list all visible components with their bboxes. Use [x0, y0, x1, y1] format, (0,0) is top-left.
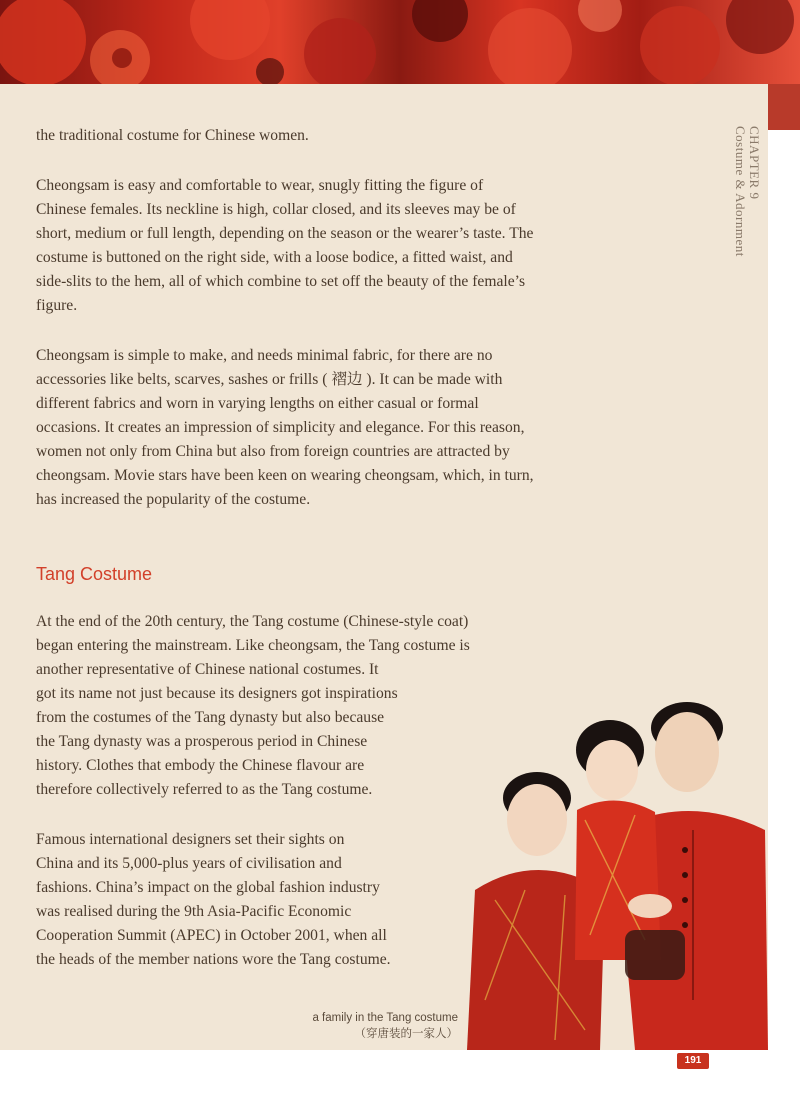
girl-shoes — [625, 930, 685, 980]
section-heading: Tang Costume — [36, 564, 153, 584]
paragraph-4-line: another representative of Chinese national costumes. It — [36, 661, 379, 678]
photo-caption — [312, 1010, 458, 1042]
page-edge-decoration — [768, 84, 800, 130]
chapter-number: CHAPTER 9 — [747, 126, 762, 200]
paragraph-5-line: Famous international designers set their sights on — [36, 831, 345, 848]
paragraph-4-line: got its name not just because its designers got inspirations — [36, 685, 398, 702]
man-face — [655, 712, 719, 792]
page-number-badge: 191 — [677, 1053, 709, 1069]
paragraph-4-line: from the costumes of the Tang dynasty but also because — [36, 709, 385, 726]
caption-chinese: （穿唐装的一家人） — [354, 1028, 458, 1040]
caption-english: a family in the Tang costume — [312, 1012, 458, 1024]
paragraph-1 — [36, 124, 536, 148]
paragraph-4-line: At the end of the 20th century, the Tang costume (Chinese-style coat) — [36, 613, 469, 630]
paragraph-5 — [36, 828, 476, 972]
paragraph-2 — [36, 174, 534, 318]
paragraph-3 — [36, 344, 534, 512]
lantern-pattern-graphic — [0, 0, 800, 84]
family-photo — [465, 700, 768, 1050]
paragraph-5-line: China and its 5,000-plus years of civilisation and — [36, 855, 342, 872]
paragraph-5-line: was realised during the 9th Asia-Pacific Economic — [36, 903, 352, 920]
chapter-side-label — [733, 126, 761, 257]
girl-face — [586, 740, 638, 800]
family-illustration — [465, 700, 768, 1050]
chapter-title: Costume & Adornment — [733, 126, 748, 257]
paragraph-5-line: fashions. China’s impact on the global fashion industry — [36, 879, 380, 896]
paragraph-5-line: the heads of the member nations wore the Tang costume. — [36, 951, 391, 968]
lantern-banner-image — [0, 0, 800, 84]
paragraph-1-text: the traditional costume for Chinese women. — [36, 127, 309, 144]
paragraph-4-line: history. Clothes that embody the Chinese flavour are — [36, 757, 365, 774]
woman-face — [507, 784, 567, 856]
paragraph-3-text: Cheongsam is simple to make, and needs minimal fabric, for there are no accessories like belts, scarves, sashes or frills ( 褶边 ). It can be made with different fabrics and worn in varying lengths on either casual or formal occasions. It creates an impression of simplicity and elegance. For this reason, women not only from China but also from foreign countries are attracted by cheongsam. Movie stars have been keen on wearing cheongsam, which, in turn, has increased the popularity of the costume. — [36, 347, 534, 508]
paragraph-2-text: Cheongsam is easy and comfortable to wear, snugly fitting the figure of Chinese females. Its neckline is high, collar closed, and its sleeves may be of short, medium or full length, depending on the season or the wearer’s taste. The costume is buttoned on the right side, with a loose bodice, a fitted waist, and side-slits to the hem, all of which combine to set off the beauty of the female’s figure. — [36, 177, 534, 314]
hand — [628, 894, 672, 918]
paragraph-5-line: Cooperation Summit (APEC) in October 2001, when all — [36, 927, 387, 944]
paragraph-4-line: began entering the mainstream. Like cheongsam, the Tang costume is — [36, 637, 470, 654]
paragraph-4-line: the Tang dynasty was a prosperous period in Chinese — [36, 733, 368, 750]
paragraph-4-line: therefore collectively referred to as the Tang costume. — [36, 781, 373, 798]
